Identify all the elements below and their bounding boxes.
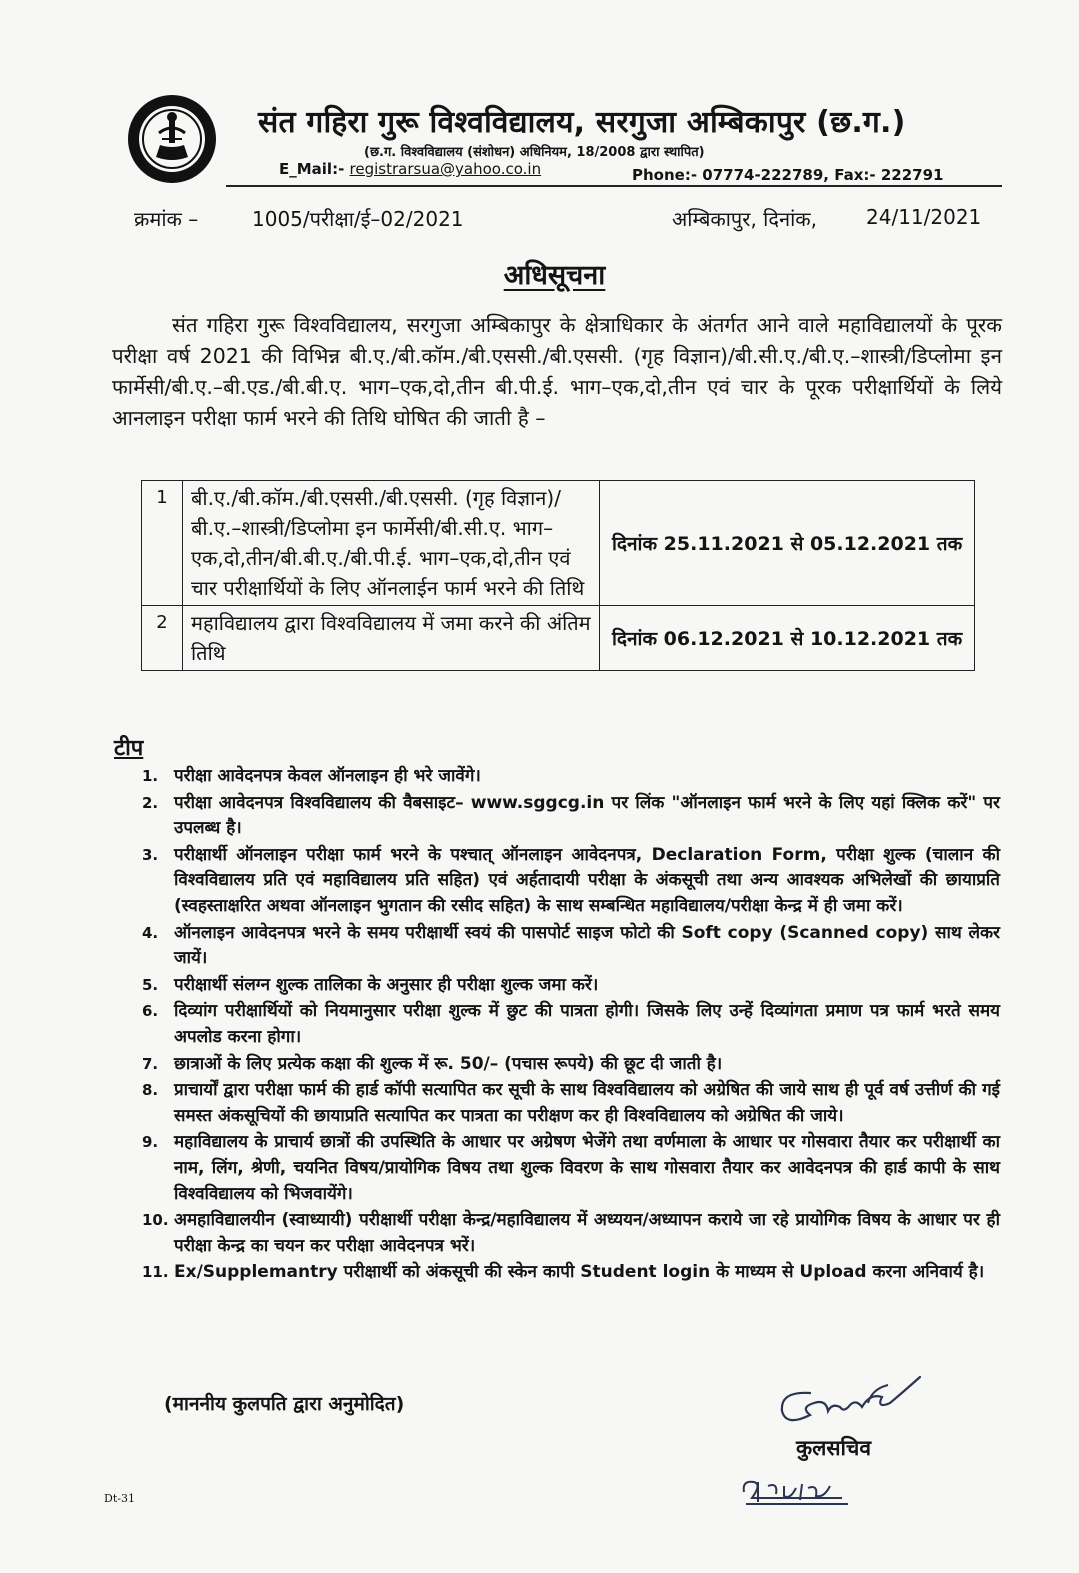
- note-text: प्राचार्यों द्वारा परीक्षा फार्म की हार्ड कॉपी सत्यापित कर सूची के साथ विश्वविद्यालय को अग्रेषित की जाये साथ ही पूर्व वर्ष उत्तीर्ण की गई समस्त अंकसूचियों की छायाप्रति सत्यापित कर पात्रता का परीक्षण कर ही विश्वविद्यालय को अग्रेषित की जाये।: [174, 1080, 1000, 1126]
- note-text: महाविद्यालय के प्राचार्य छात्रों की उपस्थिति के आधार पर अग्रेषण भेजेंगे तथा वर्णमाला के आधार पर गोसवारा तैयार कर परीक्षार्थी का नाम, लिंग, श्रेणी, चयनित विषय/प्रायोगिक विषय तथा शुल्क विवरण के साथ गोसवारा तैयार कर आवेदनपत्र की हार्ड कापी के साथ विश्वविद्यालय को भिजवायेंगे।: [174, 1132, 1000, 1204]
- note-number: 4.: [142, 923, 159, 942]
- notes-heading: टीप: [114, 736, 144, 761]
- note-number: 7.: [142, 1054, 159, 1073]
- schedule-table: [141, 480, 975, 671]
- row-description: बी.ए./बी.कॉम./बी.एससी./बी.एससी. (गृह विज्ञान)/बी.ए.–शास्त्री/डिप्लोमा इन फार्मेसी/बी.सी.ए. भाग–एक,दो,तीन/बी.बी.ए./बी.पी.ई. भाग–एक,दो,तीन एवं चार परीक्षार्थियों के लिए ऑनलाईन फार्म भरने की तिथि: [183, 481, 600, 606]
- list-item: [142, 843, 1000, 920]
- signature-icon: [770, 1363, 940, 1433]
- note-text: अमहाविद्यालयीन (स्वाध्यायी) परीक्षार्थी परीक्षा केन्द्र/महाविद्यालय में अध्ययन/अध्यापन कराये जा रहे प्रायोगिक विषय के आधार पर ही परीक्षा केन्द्र का चयन कर परीक्षा आवेदनपत्र भरें।: [174, 1210, 1000, 1256]
- note-number: 11.: [142, 1263, 169, 1282]
- email-link[interactable]: registrarsua@yahoo.co.in: [349, 160, 542, 178]
- phone-fax: Phone:- 07774-222789, Fax:- 222791: [632, 166, 944, 184]
- footer-code: Dt-31: [104, 1492, 135, 1505]
- list-item: [142, 1052, 1000, 1078]
- row-number: 1: [142, 481, 183, 606]
- note-number: 5.: [142, 975, 159, 994]
- approval-note: (माननीय कुलपति द्वारा अनुमोदित): [164, 1393, 405, 1415]
- registrar-title: कुलसचिव: [796, 1436, 872, 1460]
- list-item: [142, 973, 1000, 999]
- note-number: 1.: [142, 767, 159, 785]
- intro-paragraph: संत गहिरा गुरू विश्वविद्यालय, सरगुजा अम्बिकापुर के क्षेत्राधिकार के अंतर्गत आने वाले महाविद्यालयों के पूरक परीक्षा वर्ष 2021 की विभिन्न बी.ए./बी.कॉम./बी.एससी./बी.एससी. (गृह विज्ञान)/बी.सी.ए./बी.ए.–शास्त्री/डिप्लोमा इन फार्मेसी/बी.ए.–बी.एड./बी.बी.ए. भाग–एक,दो,तीन बी.पी.ई. भाग–एक,दो,तीन एवं चार के पूरक परीक्षार्थियों के लिये आनलाइन परीक्षा फार्म भरने की तिथि घोषित की जाती है –: [112, 313, 1002, 430]
- note-number: 8.: [142, 1081, 159, 1100]
- note-text: परीक्षार्थी ऑनलाइन परीक्षा फार्म भरने के पश्चात् ऑनलाइन आवेदनपत्र, Declaration Form, परीक्षा शुल्क (चालान की विश्वविद्यालय प्रति एवं महाविद्यालय प्रति सहित) एवं अर्हतादायी परीक्षा के अंकसूची तथा अन्य आवश्यक अभिलेखों की छायाप्रति (स्वहस्ताक्षरित अथवा ऑनलाइन भुगतान की रसीद सहित) के साथ सम्बन्धित महाविद्यालय/परीक्षा केन्द्र में ही जमा करें।: [174, 844, 1000, 916]
- note-text: छात्राओं के लिए प्रत्येक कक्षा की शुल्क में रू. 50/– (पचास रूपये) की छूट दी जाती है।: [174, 1053, 723, 1074]
- page-title-wrap: [0, 255, 1079, 292]
- list-item: [142, 791, 1000, 842]
- note-number: 6.: [142, 1002, 159, 1021]
- row-description: महाविद्यालय द्वारा विश्वविद्यालय में जमा करने की अंतिम तिथि: [183, 606, 600, 671]
- notes-list: [142, 764, 1000, 1287]
- date-label: अम्बिकापुर, दिनांक,: [672, 207, 817, 231]
- note-number: 10.: [142, 1211, 169, 1230]
- list-item: [142, 921, 1000, 972]
- list-item: [142, 1260, 1000, 1286]
- note-number: 9.: [142, 1133, 159, 1152]
- note-text: Ex/Supplemantry परीक्षार्थी को अंकसूची की स्केन कापी Student login के माध्यम से Upload करना अनिवार्य है।: [174, 1262, 985, 1283]
- email-label: E_Mail:-: [279, 160, 345, 178]
- note-text: दिव्यांग परीक्षार्थियों को नियमानुसार परीक्षा शुल्क में छुट की पात्रता होगी। जिसके लिए उन्हें दिव्यांगता प्रमाण पत्र फार्म भरते समय अपलोड करना होगा।: [174, 1001, 1000, 1047]
- row-number: 2: [142, 606, 183, 671]
- university-subtitle: (छ.ग. विश्वविद्यालय (संशोधन) अधिनियम, 18/2008 द्वारा स्थापित): [364, 145, 705, 160]
- row-dates: दिनांक 06.12.2021 से 10.12.2021 तक: [600, 606, 975, 671]
- university-seal-icon: [126, 93, 218, 185]
- university-name: संत गहिरा गुरू विश्वविद्यालय, सरगुजा अम्बिकापुर (छ.ग.): [258, 105, 906, 140]
- reference-number: 1005/परीक्षा/ई–02/2021: [252, 207, 464, 231]
- note-number: 3.: [142, 845, 159, 864]
- row-dates: दिनांक 25.11.2021 से 05.12.2021 तक: [600, 481, 975, 606]
- list-item: [142, 764, 1000, 790]
- note-text: परीक्षा आवेदनपत्र केवल ऑनलाइन ही भरे जावेंगे।: [174, 766, 481, 786]
- table-row: [142, 481, 975, 606]
- note-text: परीक्षार्थी संलग्न शुल्क तालिका के अनुसार ही परीक्षा शुल्क जमा करें।: [174, 974, 599, 995]
- issue-date: 24/11/2021: [866, 205, 982, 229]
- reference-label: क्रमांक –: [134, 207, 199, 231]
- header-divider: [226, 185, 1002, 187]
- table-row: [142, 606, 975, 671]
- note-number: 2.: [142, 793, 159, 812]
- note-text: परीक्षा आवेदनपत्र विश्वविद्यालय की वैबसाइट– www.sggcg.in पर लिंक "ऑनलाइन फार्म भरने के लिए यहां क्लिक करें" पर उपलब्ध है।: [174, 792, 1000, 839]
- list-item: [142, 1078, 1000, 1129]
- list-item: [142, 1130, 1000, 1207]
- email-row: [279, 160, 541, 178]
- list-item: [142, 999, 1000, 1050]
- initials-icon: [738, 1474, 858, 1510]
- note-text: ऑनलाइन आवेदनपत्र भरने के समय परीक्षार्थी स्वयं की पासपोर्ट साइज फोटो की Soft copy (Scanned copy) साथ लेकर जायें।: [174, 922, 1000, 969]
- list-item: [142, 1208, 1000, 1259]
- page-title: अधिसूचना: [503, 260, 606, 291]
